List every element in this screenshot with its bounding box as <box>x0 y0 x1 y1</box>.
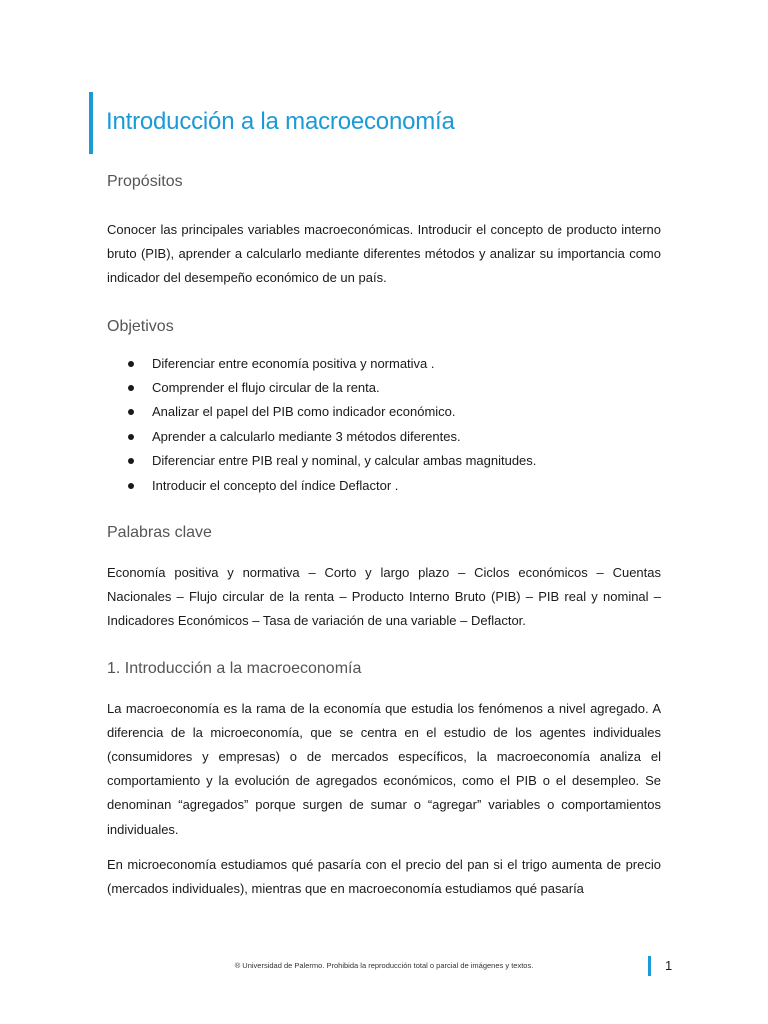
list-item <box>107 400 661 424</box>
list-item <box>107 449 661 473</box>
objective-text: Introducir el concepto del índice Deflactor . <box>152 477 399 493</box>
keywords-heading: Palabras clave <box>107 524 212 542</box>
list-item <box>107 425 661 449</box>
bullet-icon <box>128 361 134 367</box>
objective-text: Aprender a calcularlo mediante 3 métodos diferentes. <box>152 428 461 444</box>
document-body <box>107 170 661 901</box>
objective-text: Analizar el papel del PIB como indicador económico. <box>152 404 456 420</box>
objective-text: Diferenciar entre PIB real y nominal, y calcular ambas magnitudes. <box>152 453 537 469</box>
objectives-heading: Objetivos <box>107 317 174 335</box>
objectives-list <box>107 352 661 498</box>
bullet-icon <box>128 458 134 464</box>
list-item <box>107 376 661 400</box>
purposes-heading: Propósitos <box>107 173 183 190</box>
section-paragraph: En microeconomía estudiamos qué pasaría con el precio del pan si el trigo aumenta de precio (mercados individuales), mientras que en macroeconomía estudiamos qué pasaría <box>107 856 661 897</box>
objective-text: Comprender el flujo circular de la renta. <box>152 380 380 396</box>
document-title: Introducción a la macroeconomía <box>106 108 455 135</box>
keywords-text: Economía positiva y normativa – Corto y largo plazo – Ciclos económicos – Cuentas Nacionales – Flujo circular de la renta – Producto Interno Bruto (PIB) – PIB real y nominal – Indicadores Económicos – Tasa de variación de una variable – Deflactor. <box>107 565 661 629</box>
title-accent-bar <box>89 92 93 154</box>
section-heading: 1. Introducción a la macroeconomía <box>107 659 362 677</box>
footer-accent-bar <box>648 956 651 976</box>
objective-text: Diferenciar entre economía positiva y normativa . <box>152 355 435 371</box>
purposes-text: Conocer las principales variables macroeconómicas. Introducir el concepto de producto interno bruto (PIB), aprender a calcularlo mediante diferentes métodos y analizar su importancia como indicador del desempeño económico de un país. <box>107 222 661 286</box>
section-paragraph: La macroeconomía es la rama de la economía que estudia los fenómenos a nivel agregado. A diferencia de la microeconomía, que se centra en el estudio de los agentes individuales (consumidores y empresas) o de mercados específicos, la macroeconomía analiza el comportamiento y la evolución de agregados económicos, como el PIB o el desempleo. Se denominan “agregados” porque surgen de sumar o “agregar” variables o comportamientos individuales. <box>107 700 661 837</box>
list-item <box>107 474 661 498</box>
bullet-icon <box>128 434 134 440</box>
page-number: 1 <box>665 958 673 973</box>
bullet-icon <box>128 385 134 391</box>
list-item <box>107 352 661 376</box>
footer-copyright: ® Universidad de Palermo. Prohibida la reproducción total o parcial de imágenes y textos. <box>234 961 534 970</box>
bullet-icon <box>128 483 134 489</box>
bullet-icon <box>128 409 134 415</box>
